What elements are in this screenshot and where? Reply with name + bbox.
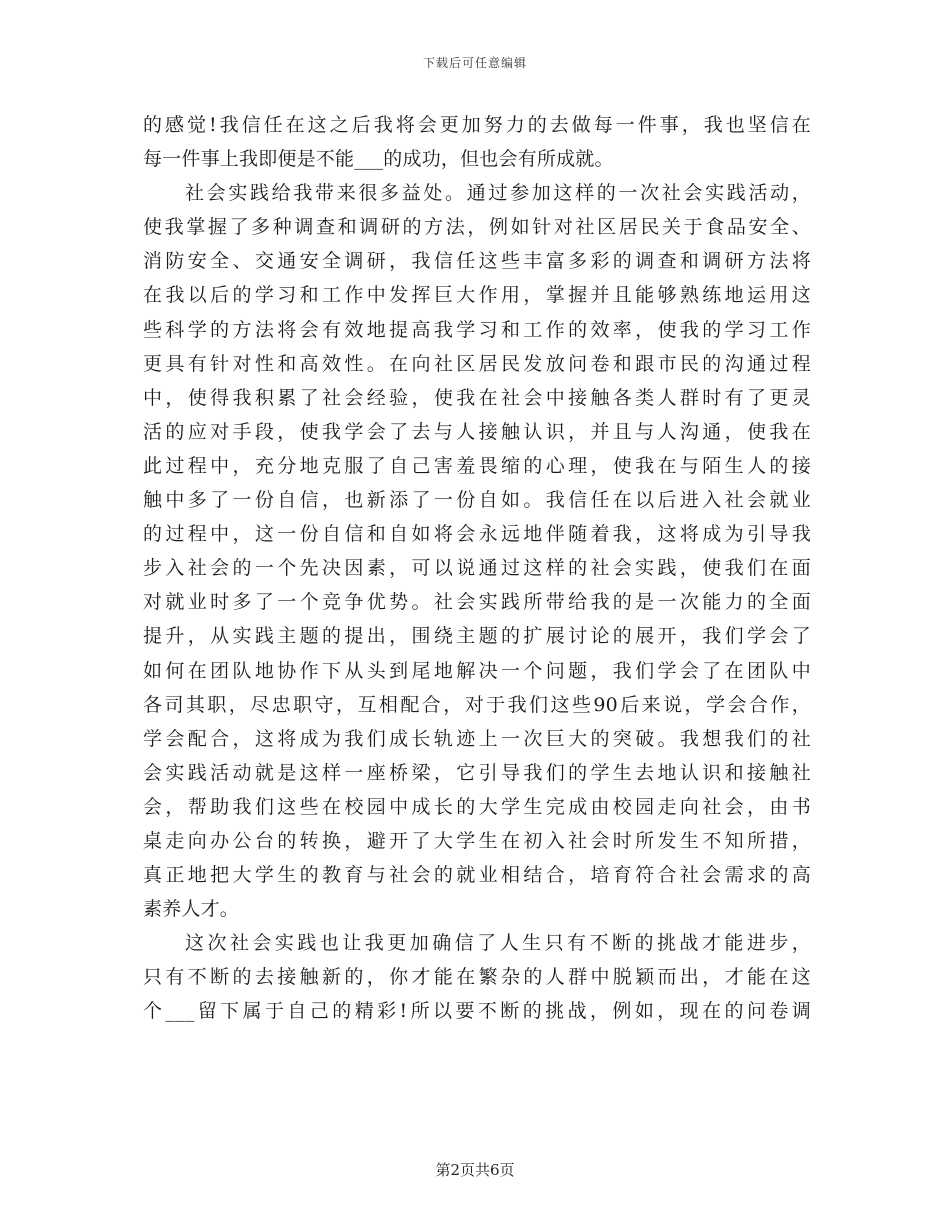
text-line: 此过程中，充分地克服了自己害羞畏缩的心理，使我在与陌生人的接 (143, 454, 811, 477)
text-line: 触中多了一份自信，也新添了一份自如。我信任在以后进入社会就业 (143, 489, 811, 512)
text-line: 活的应对手段，使我学会了去与人接触认识，并且与人沟通，使我在 (143, 420, 811, 443)
text-line: 素养人才。 (143, 898, 240, 921)
paragraph (143, 108, 811, 176)
page-number: 第2页共6页 (435, 1161, 515, 1179)
text-line: 的过程中，这一份自信和自如将会永远地伴随着我，这将成为引导我 (143, 523, 811, 546)
text-line: 些科学的方法将会有效地提高我学习和工作的效率，使我的学习工作 (143, 318, 811, 341)
paragraph (143, 926, 811, 1028)
text-line: 消防安全、交通安全调研，我信任这些丰富多彩的调查和调研方法将 (143, 250, 811, 273)
text-line: 步入社会的一个先决因素，可以说通过这样的社会实践，使我们在面 (143, 557, 811, 580)
text-line: 提升，从实践主题的提出，围绕主题的扩展讨论的展开，我们学会了 (143, 625, 811, 648)
text-line: 对就业时多了一个竞争优势。社会实践所带给我的是一次能力的全面 (143, 591, 811, 614)
text-line: 在我以后的学习和工作中发挥巨大作用，掌握并且能够熟练地运用这 (143, 284, 811, 307)
paragraph (143, 176, 811, 926)
text-line: 只有不断的去接触新的，你才能在繁杂的人群中脱颖而出，才能在这 (143, 966, 811, 989)
text-line: 如何在团队地协作下从头到尾地解决一个问题，我们学会了在团队中 (143, 659, 811, 682)
text-line: 会实践活动就是这样一座桥梁，它引导我们的学生去地认识和接触社 (143, 761, 811, 784)
text-line: 桌走向办公台的转换，避开了大学生在初入社会时所发生不知所措， (143, 829, 811, 852)
text-line: 每一件事上我即便是不能___的成功，但也会有所成就。 (143, 148, 614, 171)
text-line: 个___留下属于自己的精彩!所以要不断的挑战，例如，现在的问卷调 (143, 1000, 811, 1023)
text-line: 的感觉!我信任在这之后我将会更加努力的去做每一件事，我也坚信在 (143, 114, 811, 136)
text-line: 会，帮助我们这些在校园中成长的大学生完成由校园走向社会，由书 (143, 795, 811, 818)
document-body (143, 108, 811, 1029)
text-line: 学会配合，这将成为我们成长轨迹上一次巨大的突破。我想我们的社 (143, 727, 811, 750)
text-line: 各司其职，尽忠职守，互相配合，对于我们这些90后来说，学会合作， (143, 693, 811, 716)
text-line: 真正地把大学生的教育与社会的就业相结合，培育符合社会需求的高 (143, 864, 811, 887)
text-line: 中，使得我积累了社会经验，使我在社会中接触各类人群时有了更灵 (143, 386, 811, 409)
text-line: 这次社会实践也让我更加确信了人生只有不断的挑战才能进步， (185, 932, 811, 955)
text-line: 更具有针对性和高效性。在向社区居民发放问卷和跟市民的沟通过程 (143, 352, 811, 375)
text-line: 社会实践给我带来很多益处。通过参加这样的一次社会实践活动， (185, 182, 811, 205)
text-line: 使我掌握了多种调查和调研的方法，例如针对社区居民关于食品安全、 (143, 216, 811, 239)
page-header: 下载后可任意编辑 (422, 56, 527, 70)
